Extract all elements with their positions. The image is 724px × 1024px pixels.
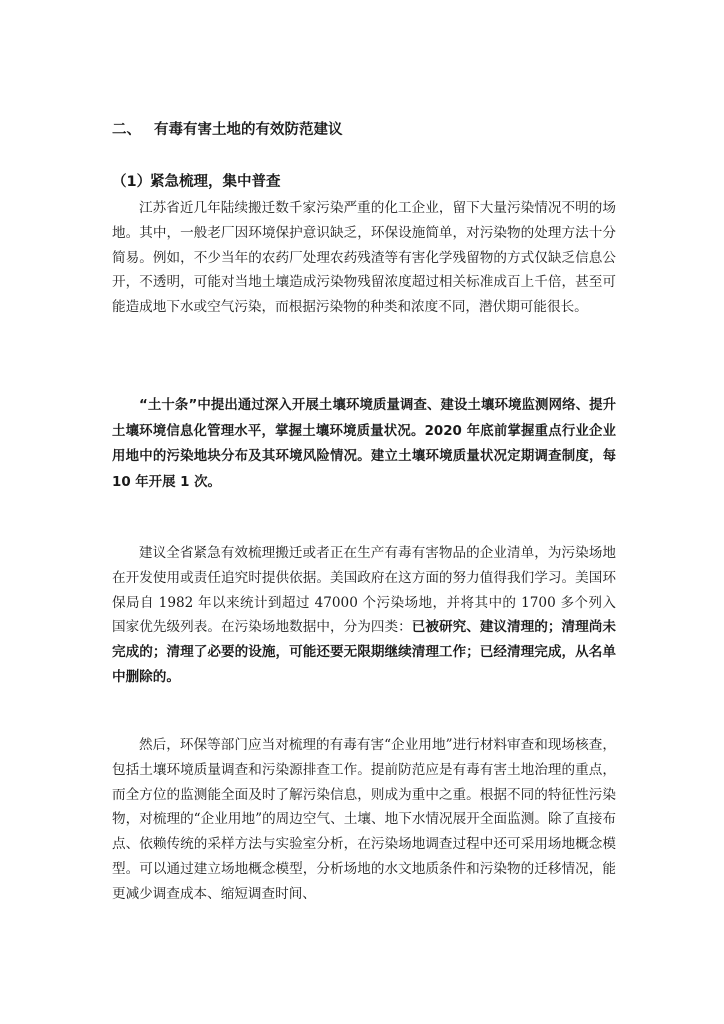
paragraph-enterprise-list-suggestion [112,541,616,690]
paragraph-emphasis: 已被研究、建议清理的；清理尚未完成的；清理了必要的设施，可能还要无限期继续清理工作；已经清理完成，从名单中删除的。 [112,619,617,685]
paragraph-text: 建议全省紧急有效梳理搬迁或者正在生产有毒有害物品的企业清单，为污染场地在开发使用或责任追究时提供依据。美国政府在这方面的努力值得我们学习。美国环保局自 1982 年以来统计到超过 47000 个污染场地，并将其中的 1700 多个列入国家优先级列表。在污染场地数据中，分为四类： [112,545,616,636]
subsection-number: （1） [112,174,152,190]
subsection-title: 紧急梳理，集中普查 [150,174,281,190]
paragraph-soil-ten-articles: “土十条”中提出通过深入开展土壤环境质量调查、建设土壤环境监测网络、提升土壤环境信息化管理水平，掌握土壤环境质量状况。2020 年底前掌握重点行业企业用地中的污染地块分布及其环境风险情况。建立土壤环境质量状况定期调查制度，每 10 年开展 1 次。 [112,398,616,490]
paragraph-relocated-chemical-sites: 江苏省近几年陆续搬迁数千家污染严重的化工企业，留下大量污染情况不明的场地。其中，一般老厂因环境保护意识缺乏，环保设施简单，对污染物的处理方法十分简易。例如，不少当年的农药厂处理农药残渣等有害化学残留物的方式仅缺乏信息公开，不透明，可能对当地土壤造成污染物残留浓度超过相关标准成百上千倍，甚至可能造成地下水或空气污染，而根据污染物的种类和浓度不同，潜伏期可能很长。 [112,200,616,316]
section-title: 有毒有害土地的有效防范建议 [154,122,343,138]
section-number: 二、 [112,122,141,138]
section-heading [112,118,343,139]
paragraph-inspection-monitoring: 然后，环保等部门应当对梳理的有毒有害“企业用地”进行材料审查和现场核查，包括土壤环境质量调查和污染源排查工作。提前防范应是有毒有害土地治理的重点，而全方位的监测能全面及时了解污染信息，则成为重中之重。根据不同的特征性污染物，对梳理的“企业用地”的周边空气、土壤、地下水情况展开全面监测。除了直接布点、依赖传统的采样方法与实验室分析，在污染场地调查过程中还可采用场地概念模型。可以通过建立场地概念模型，分析场地的水文地质条件和污染物的迁移情况，能更减少调查成本、缩短调查时间、 [112,737,616,902]
subsection-heading [112,170,281,191]
